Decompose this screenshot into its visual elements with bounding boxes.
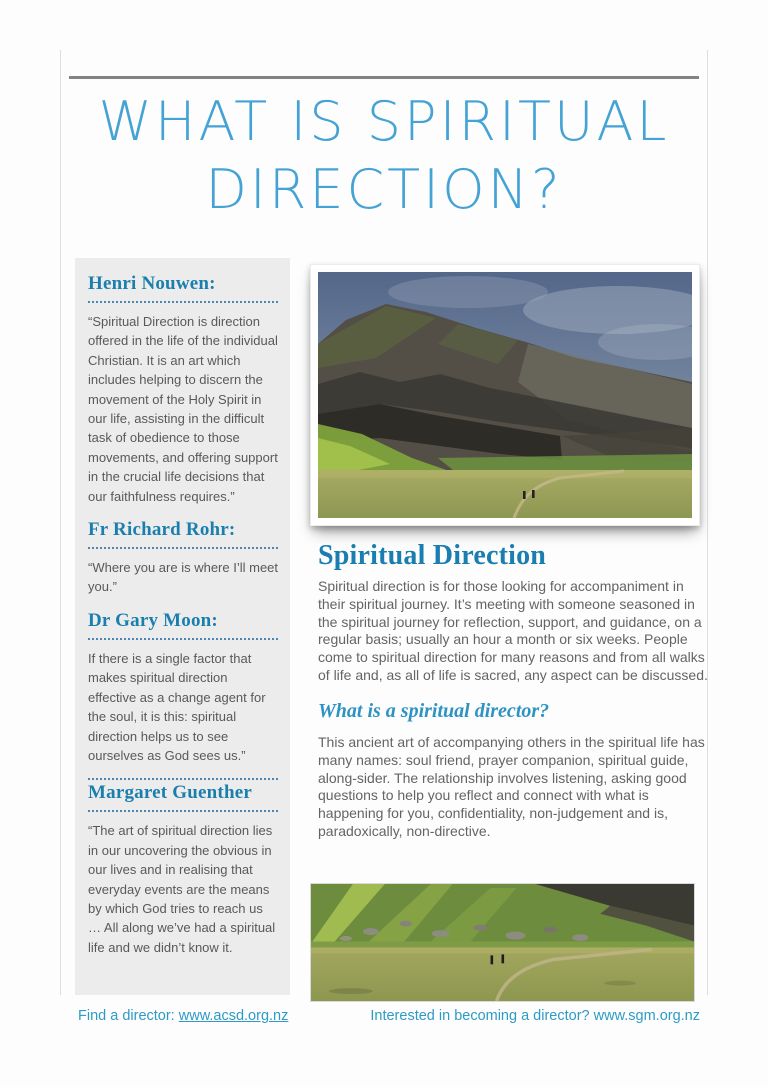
sub-heading: What is a spiritual director? [318,700,550,722]
dotted-divider [88,810,278,812]
dotted-divider [88,638,278,640]
quote-author: Margaret Guenther [88,782,252,804]
quote-text: “Spiritual Direction is direction offered in the life of the individual Christian. It is an art which includes helping to discern the movement of the Holy Spirit in our life, assisting in the difficult task of obedience to those movements, and offering support in the crucial life decisions that our faithfulness requires.” [88,314,278,504]
quote-author: Dr Gary Moon: [88,609,218,631]
field-photo [310,883,695,1002]
body-paragraph: This ancient art of accompanying others in the spiritual life has many names: soul friend, prayer companion, spiritual guide, along-sider. The relationship involves listening, asking good questions to help you reflect and connect with what is happening for you, confidentiality, non-judgement and is, paradoxically, non-directive. [318,734,705,839]
field-photo-image [311,884,694,1001]
sgm-link[interactable]: www.sgm.org.nz [593,1008,700,1024]
quote-block-margaret-guenther [88,782,278,957]
acsd-link[interactable]: www.acsd.org.nz [178,1008,289,1024]
quote-text: “Where you are is where I’ll meet you.” [88,560,279,595]
quote-text: “The art of spiritual direction lies in our uncovering the obvious in our lives and in realising that everyday events are the means by which God tries to reach us … All along we’ve had a spiritual life and we didn’t know it. [88,823,276,955]
dotted-divider [88,547,278,549]
quote-block-henri-nouwen [88,273,278,506]
landscape-photo [310,264,700,526]
quote-author: Henri Nouwen: [88,273,216,294]
quote-block-richard-rohr [88,519,278,597]
find-director-text [78,1008,288,1024]
page-title-line1: WHAT IS SPIRITUAL [98,90,670,153]
page-title [0,88,768,224]
landscape-photo-image [318,272,692,518]
dotted-divider [88,778,278,780]
top-rule [69,76,699,79]
intro-paragraph: Spiritual direction is for those looking for accompaniment in their spiritual journey. It’s meeting with someone seasoned in the spiritual journey for reflection, support, and guidance, on a regular basis; usually an hour a month or six weeks. People come to spiritual direction for many reasons and from all walks of life and, as all of life is sacred, any aspect can be discussed. [318,578,708,683]
section-heading: Spiritual Direction [318,540,547,571]
quotes-sidebar [75,258,290,995]
page-title-line2: DIRECTION? [205,158,563,221]
dotted-divider [88,301,278,303]
footer [78,1008,700,1024]
find-director-label: Find a director: [78,1008,179,1024]
become-director-label: Interested in becoming a director? [370,1008,594,1024]
become-director-text [370,1008,700,1024]
quote-text: If there is a single factor that makes spiritual direction effective as a change agent for the soul, it is this: spiritual direction helps us to see ourselves as God sees us.” [88,650,266,763]
quote-block-gary-moon [88,610,278,780]
quote-author: Fr Richard Rohr: [88,519,236,541]
